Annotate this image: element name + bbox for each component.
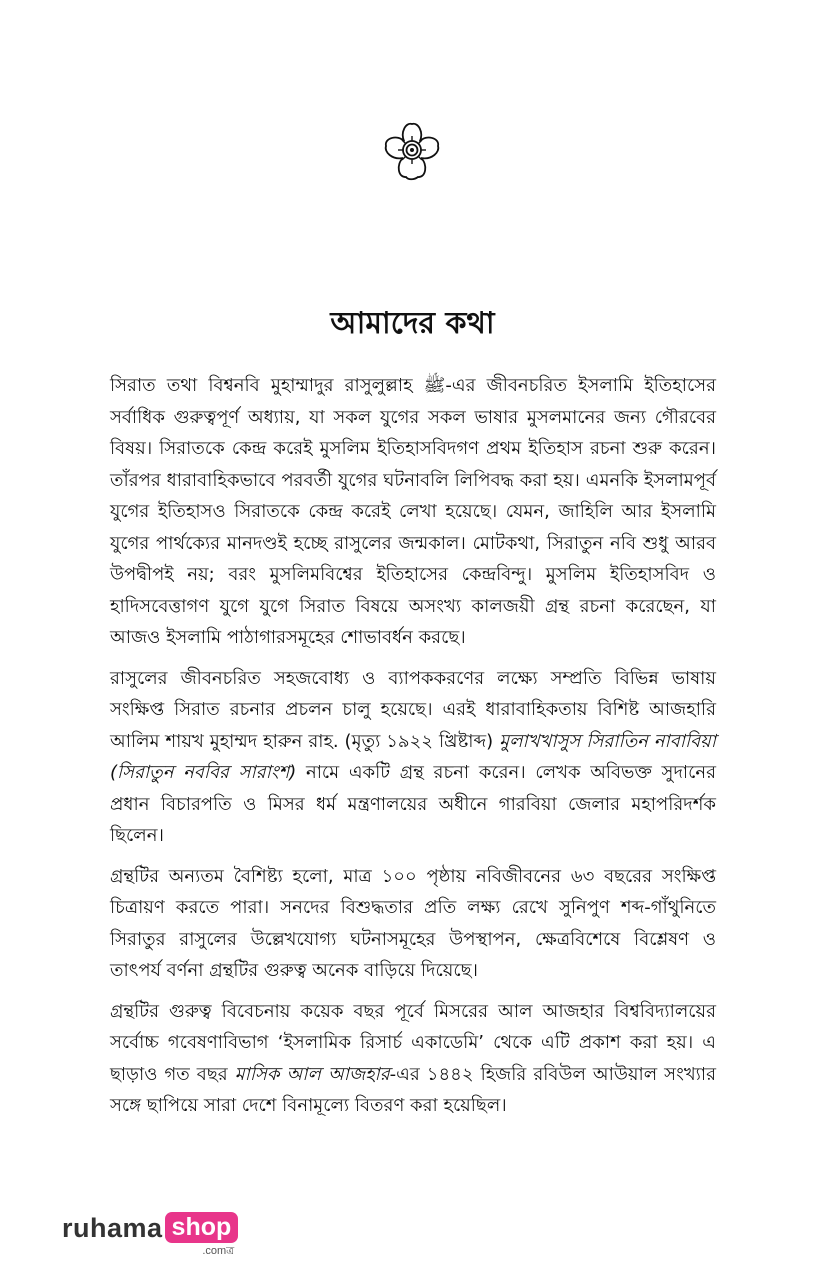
paragraph-4-text-start: গ্রন্থটির গুরুত্ব বিবেচনায় কয়েক বছর পূর্বে মিসরের আল আজহার বিশ্ববিদ্যালয়ের সর্বোচ্চ গবেষণাবিভাগ ‘ইসলামিক রিসার্চ একাডেমি’ থেকে এটি প্রকাশ করা হয়। এ ছাড়াও গত বছর	[110, 1000, 716, 1085]
paragraph-1	[110, 370, 716, 654]
paragraph-1-text: সিরাত তথা বিশ্বনবি মুহাম্মাদুর রাসুলুল্লাহ ﷺ-এর জীবনচরিত ইসলামি ইতিহাসের সর্বাধিক গুরুত্বপূর্ণ অধ্যায়, যা সকল যুগের সকল ভাষার মুসলমানের জন্য গৌরবের বিষয়। সিরাতকে কেন্দ্র করেই মুসলিম ইতিহাসবিদগণ প্রথম ইতিহাস রচনা শুরু করেন। তাঁরপর ধারাবাহিকভাবে পরবর্তী যুগের ঘটনাবলি লিপিবদ্ধ করা হয়। এমনকি ইসলামপূর্ব যুগের ইতিহাসও সিরাতকে কেন্দ্র করেই লেখা হয়েছে। যেমন, জাহিলি আর ইসলামি যুগের পার্থক্যের মানদণ্ডই হচ্ছে রাসুলের জন্মকাল। মোটকথা, সিরাতুন নবি শুধু আরব উপদ্বীপই নয়; বরং মুসলিমবিশ্বের ইতিহাসের কেন্দ্রবিন্দু। মুসলিম ইতিহাসবিদ ও হাদিসবেত্তাগণ যুগে যুগে সিরাত বিষয়ে অসংখ্য কালজয়ী গ্রন্থ রচনা করেছেন, যা আজও ইসলামি পাঠাগারসমূহের শোভাবর্ধন করছে।	[110, 375, 716, 648]
paragraph-2-text-start: রাসুলের জীবনচরিত সহজবোধ্য ও ব্যাপককরণের লক্ষ্যে সম্প্রতি বিভিন্ন ভাষায় সংক্ষিপ্ত সিরাত রচনার প্রচলন চালু হয়েছে। এরই ধারাবাহিকতায় বিশিষ্ট আজহারি আলিম শায়খ মুহাম্মদ হারুন রাহ. (মৃত্যু ১৯২২ খ্রিষ্টাব্দ)	[110, 667, 716, 752]
paragraph-2	[110, 663, 716, 852]
watermark-shop: shop	[165, 1212, 239, 1243]
body-text	[110, 370, 716, 1131]
flower-ornament-icon	[380, 118, 444, 182]
watermark-brand: ruhama	[62, 1213, 163, 1243]
paragraph-4	[110, 996, 716, 1122]
paragraph-4-text-end: -এর ১৪৪২ হিজরি রবিউল আউয়াল সংখ্যার সঙ্গে ছাপিয়ে সারা দেশে বিনামূল্যে বিতরণ করা হয়েছিল।	[110, 1063, 716, 1116]
page-title: আমাদের কথা	[330, 306, 495, 341]
paragraph-3	[110, 861, 716, 987]
watermark-domain: .comত্র	[202, 1245, 235, 1257]
book-title-italic: মুলাখখাসুস সিরাতিন নাবাবিয়া (সিরাতুন নববির সারাংশ)	[110, 730, 716, 783]
magazine-title-italic: মাসিক আল আজহার	[234, 1063, 390, 1085]
ruhamashop-watermark-logo	[62, 1212, 238, 1260]
watermark-shop-badge	[165, 1212, 239, 1257]
paragraph-2-text-end: নামে একটি গ্রন্থ রচনা করেন। লেখক অবিভক্ত সুদানের প্রধান বিচারপতি ও মিসর ধর্ম মন্ত্রণালয়ের অধীনে গারবিয়া জেলার মহাপরিদর্শক ছিলেন।	[110, 762, 716, 846]
paragraph-3-text: গ্রন্থটির অন্যতম বৈশিষ্ট্য হলো, মাত্র ১০০ পৃষ্ঠায় নবিজীবনের ৬৩ বছরের সংক্ষিপ্ত চিত্রায়ণ করতে পারা। সনদের বিশুদ্ধতার প্রতি লক্ষ্য রেখে সুনিপুণ শব্দ-গাঁথুনিতে সিরাতুর রাসুলের উল্লেখযোগ্য ঘটনাসমূহের উপস্থাপন, ক্ষেত্রবিশেষে বিশ্লেষণ ও তাৎপর্য বর্ণনা গ্রন্থটির গুরুত্ব অনেক বাড়িয়ে দিয়েছে।	[110, 865, 716, 981]
